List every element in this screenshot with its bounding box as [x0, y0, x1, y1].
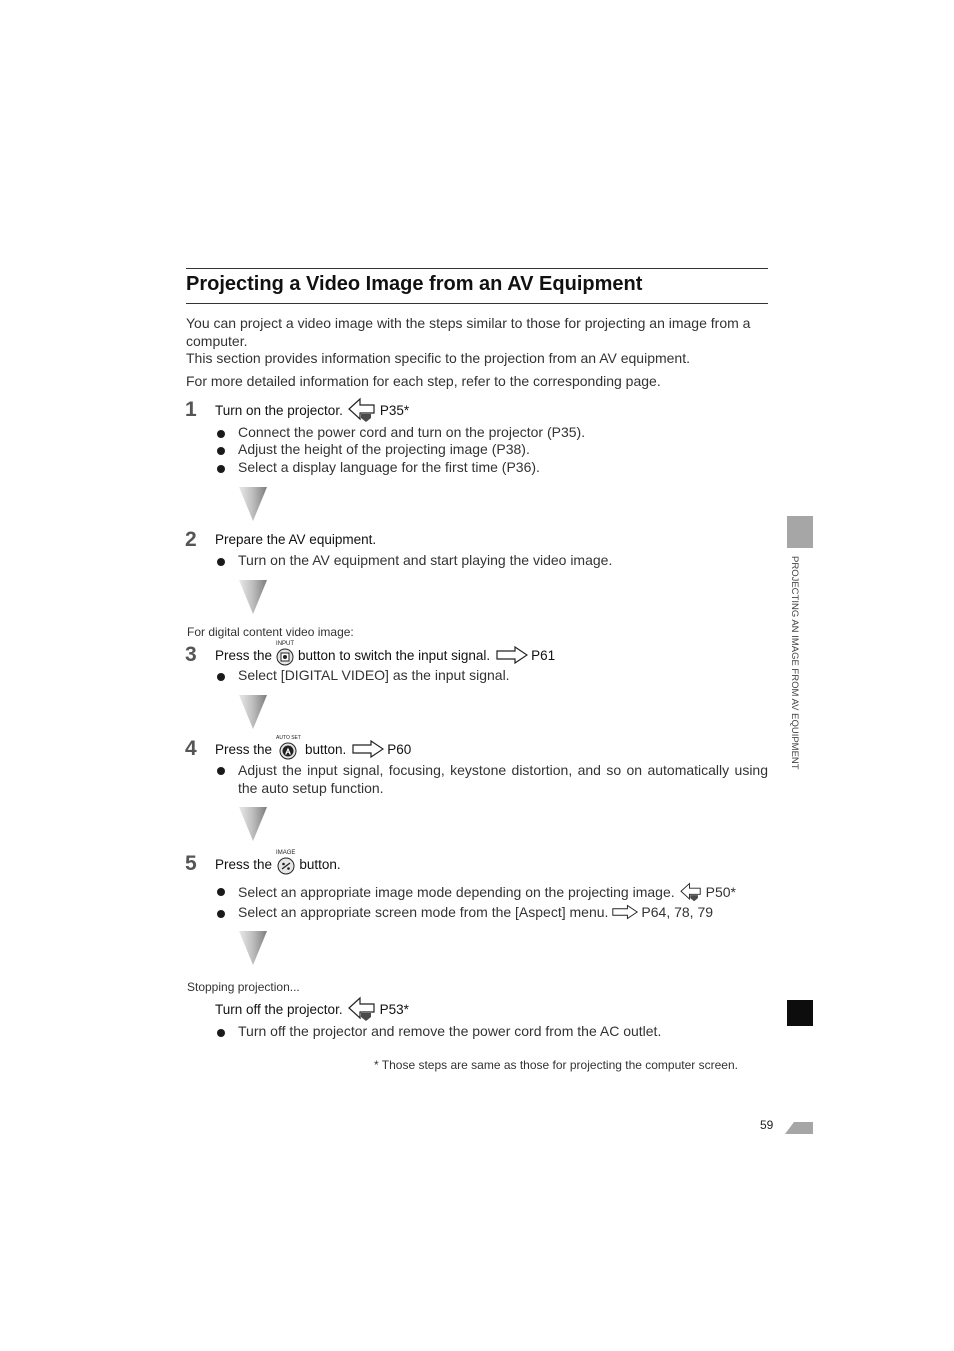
step-heading: [215, 734, 411, 764]
page-reference-text: P35*: [379, 402, 410, 418]
intro-paragraph-3: For more detailed information for each step, refer to the corresponding page.: [186, 373, 661, 389]
list-item: Select an appropriate image mode depending on the projecting image. P50*: [217, 882, 736, 902]
step-heading: [215, 396, 409, 424]
down-triangle-arrow-icon: [238, 579, 268, 615]
page-reference: [347, 397, 409, 423]
right-arrow-reference-icon: [612, 904, 638, 920]
list-item: Adjust the input signal, focusing, keystone distortion, and so on automatically using the auto setup function.: [217, 761, 768, 797]
input-button-icon: [276, 641, 294, 666]
page-reference-text: P61: [531, 647, 556, 663]
step-number: 5: [185, 852, 197, 875]
page-reference: [496, 646, 555, 664]
down-triangle-arrow-icon: [238, 694, 268, 730]
list-item: Connect the power cord and turn on the projector (P35).: [217, 424, 585, 440]
sidebar-tab: [787, 516, 813, 548]
page-reference-text: P64, 78, 79: [641, 904, 714, 920]
page-reference-text: P53*: [379, 1001, 409, 1017]
down-triangle-arrow-icon: [238, 486, 268, 522]
intro-paragraph-2: This section provides information specific to the projection from an AV equipment.: [186, 350, 690, 366]
section-label: Stopping projection...: [187, 980, 300, 994]
page-reference: [612, 904, 713, 920]
step-text: Turn off the projector.: [215, 1001, 343, 1017]
page-title: Projecting a Video Image from an AV Equipment: [186, 273, 643, 295]
list-item: Select an appropriate screen mode from the [Aspect] menu. P64, 78, 79: [217, 904, 713, 920]
step-text: Press the: [215, 647, 273, 663]
down-triangle-arrow-icon: [238, 806, 268, 842]
title-top-rule: [186, 268, 768, 269]
page-reference-text: P50*: [705, 884, 736, 900]
auto-set-button-icon: [276, 735, 301, 760]
right-arrow-reference-icon: [496, 646, 528, 664]
right-arrow-reference-icon: [352, 740, 384, 758]
button-caption: INPUT: [276, 640, 295, 647]
page-reference: [679, 882, 736, 902]
button-caption: AUTO SET: [276, 734, 301, 741]
title-bottom-rule: [186, 303, 768, 304]
step-text: Prepare the AV equipment.: [215, 532, 377, 547]
step-text: Press the: [215, 741, 273, 757]
page-reference-text: P60: [387, 741, 412, 757]
step-text: button.: [299, 856, 341, 872]
image-button-icon: [276, 850, 295, 875]
back-arrow-reference-icon: [347, 996, 377, 1022]
sidebar-chapter-label: PROJECTING AN IMAGE FROM AV EQUIPMENT: [789, 556, 800, 770]
page-corner-tab: [784, 1121, 814, 1135]
intro-paragraph-1: You can project a video image with the steps similar to those for projecting an image from a computer.: [186, 315, 751, 349]
step-heading: [215, 640, 555, 670]
step-text: Turn on the projector.: [215, 402, 343, 418]
input-glyph-icon: [276, 648, 294, 666]
back-arrow-reference-icon: [347, 397, 377, 423]
list-item: Select [DIGITAL VIDEO] as the input signal.: [217, 667, 510, 683]
image-glyph-icon: [277, 857, 295, 875]
page-reference: [347, 996, 409, 1022]
step-heading: [215, 995, 409, 1023]
step-text: Press the: [215, 856, 273, 872]
footnote: * Those steps are same as those for projecting the computer screen.: [374, 1058, 738, 1072]
page-number: 59: [760, 1118, 774, 1132]
step-heading: [215, 532, 376, 547]
step-text: button.: [304, 741, 347, 757]
list-item: Turn off the projector and remove the power cord from the AC outlet.: [217, 1023, 661, 1039]
down-triangle-arrow-icon: [238, 930, 268, 966]
section-label: For digital content video image:: [187, 625, 354, 639]
page-reference: [352, 740, 411, 758]
step-number: 1: [185, 398, 197, 421]
button-caption: IMAGE: [276, 849, 296, 856]
auto-set-glyph-icon: [279, 742, 297, 760]
back-arrow-reference-icon: [679, 882, 703, 902]
list-item: Turn on the AV equipment and start playing the video image.: [217, 552, 612, 568]
step-number: 3: [185, 643, 197, 666]
list-item: Select a display language for the first time (P36).: [217, 459, 540, 475]
step-text: button to switch the input signal.: [298, 647, 491, 663]
list-item: Adjust the height of the projecting image (P38).: [217, 441, 530, 457]
step-heading: [215, 849, 341, 879]
step-number: 4: [185, 737, 197, 760]
chapter-marker: [787, 1000, 813, 1026]
step-number: 2: [185, 528, 197, 551]
